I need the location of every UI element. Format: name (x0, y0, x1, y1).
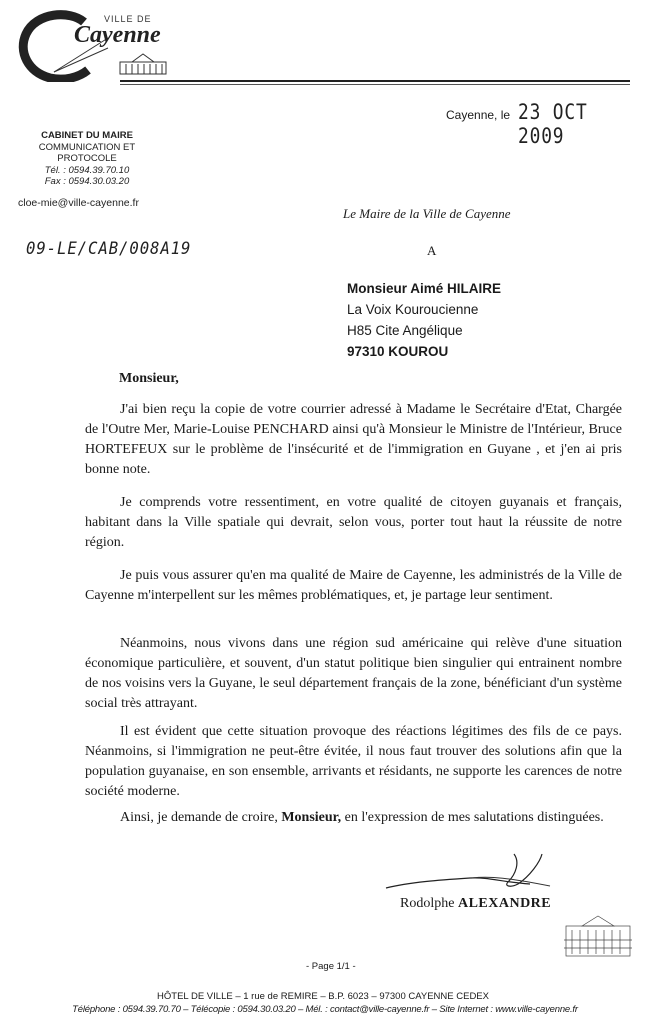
date-stamp: 23 OCT 2009 (518, 100, 588, 148)
recipient-address (347, 278, 501, 362)
signer-last: ALEXANDRE (457, 896, 552, 911)
paragraph-5: Il est évident que cette situation provoque des réactions légitimes des fils de ce pays. Néanmoins, si l'immigration ne peut-être évitée, il nous faut trouver des solutions afin que la population guyanaise, en son ensemble, arrivants et résidants, ne supporte les carences de notre société moderne. (85, 724, 622, 799)
footer-contact: Téléphone : 0594.39.70.70 – Télécopie : 0594.30.03.20 – Mél. : contact@ville-cayenne.fr – Site Internet : www.ville-cayenne.fr (72, 1004, 578, 1015)
paragraph-4: Néanmoins, nous vivons dans une région sud américaine qui relève d'une situation économique particulière, et souvent, d'un statut politique bien singulier qui entrainent nombre de nos voisins vers la Guyane, le seul département français de la zone, bénéficiant d'un système social très attrayant. (85, 636, 622, 711)
sender-block (28, 130, 146, 188)
recipient-street: H85 Cite Angélique (347, 323, 463, 338)
paragraph-1: J'ai bien reçu la copie de votre courrier adressé à Madame le Secrétaire d'Etat, Chargée de l'Outre Mer, Marie-Louise PENCHARD ainsi qu'à Monsieur le Ministre de l'Intérieur, Bruce HORTEFEUX sur le problème de l'insécurité et de l'immigration en Guyane , et j'en ai pris bonne note. (85, 402, 622, 477)
logo-city-name: Cayenne (74, 22, 161, 48)
handwritten-signature (380, 848, 580, 900)
sender-office: CABINET DU MAIRE (41, 130, 133, 141)
paragraph-2: Je comprends votre ressentiment, en votre qualité de citoyen guyanais et français, habitant dans la Ville spatiale qui devrait, selon vous, porter tout haut la réussite de notre région. (85, 495, 622, 550)
closing-after: en l'expression de mes salutations distinguées. (344, 810, 604, 825)
town-hall-icon (118, 52, 168, 76)
date-label: Cayenne, le (446, 108, 511, 122)
header-rule (120, 80, 630, 82)
sender-protocol: PROTOCOLE (57, 153, 117, 164)
page-number: - Page 1/1 - (306, 961, 356, 972)
reference-number: 09-LE/CAB/008A19 (26, 239, 192, 259)
sender-dept: COMMUNICATION ET (38, 141, 136, 153)
signer-first: Rodolphe (400, 896, 455, 911)
recipient-name-line (347, 278, 501, 299)
signer-name (400, 896, 551, 912)
recipient-surname: HILAIRE (447, 281, 502, 296)
sender-tel: Tél. : 0594.39.70.10 (44, 164, 130, 176)
header-rule-thin (120, 84, 630, 85)
logo-small-text: VILLE DE (104, 14, 152, 24)
sender-email: cloe-mie@ville-cayenne.fr (18, 197, 139, 209)
to-label: A (427, 243, 437, 258)
paragraph-3: Je puis vous assurer qu'en ma qualité de Maire de Cayenne, les administrés de la Ville de Cayenne m'interpellent sur les mêmes problématiques, et, je partage leur sentiment. (85, 568, 622, 603)
paragraph-closing (85, 808, 622, 828)
recipient-org: La Voix Kouroucienne (347, 302, 479, 317)
footer-address: HÔTEL DE VILLE – 1 rue de REMIRE – B.P. 6023 – 97300 CAYENNE CEDEX (157, 991, 489, 1002)
building-sketch-icon (560, 910, 640, 960)
closing-bold: Monsieur, (281, 810, 342, 825)
closing-before: Ainsi, je demande de croire, (120, 810, 278, 825)
recipient-title: Monsieur Aimé (347, 281, 444, 296)
recipient-city: 97310 KOUROU (347, 344, 449, 359)
from-line: Le Maire de la Ville de Cayenne (343, 206, 511, 221)
salutation: Monsieur, (119, 371, 179, 386)
sender-fax: Fax : 0594.30.03.20 (44, 176, 130, 187)
